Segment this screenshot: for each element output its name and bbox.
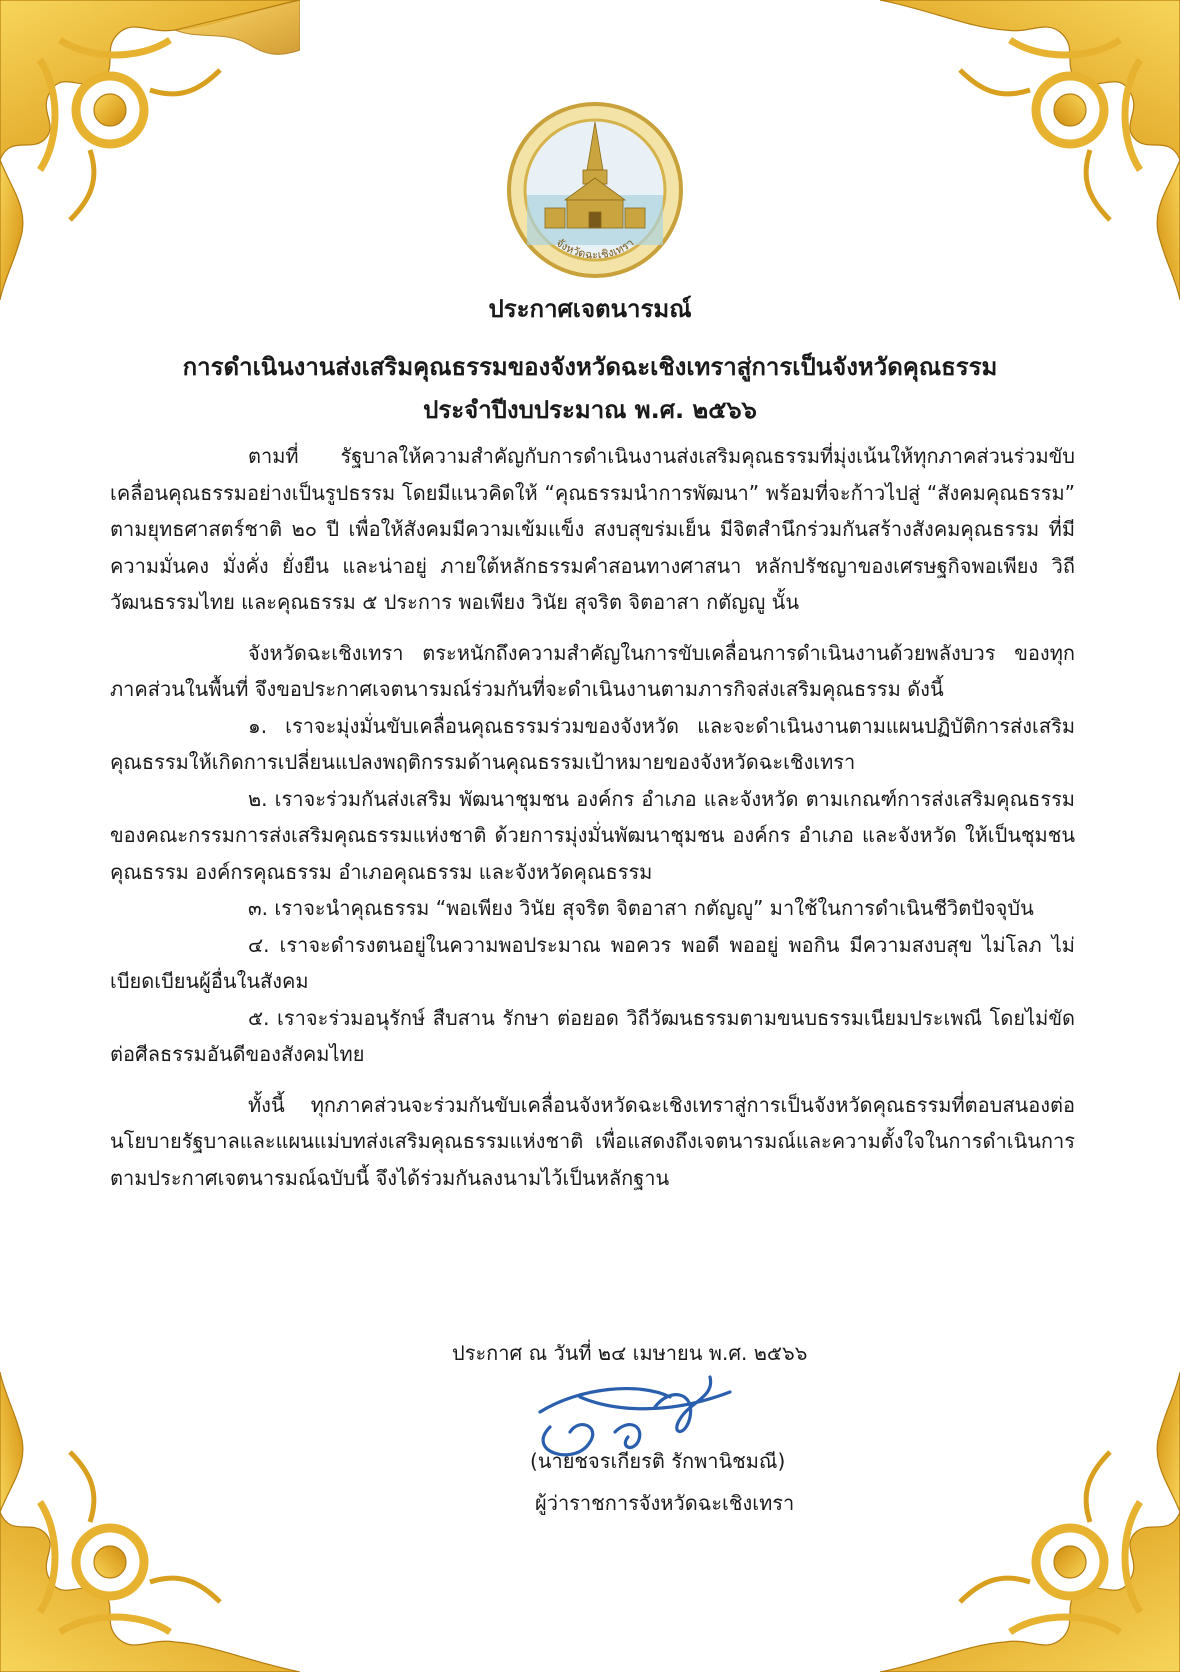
corner-ornament-bottom-left bbox=[0, 1372, 300, 1672]
announcement-title: ประกาศเจตนารมณ์ bbox=[488, 295, 692, 323]
commitment-item-2: ๒. เราจะร่วมกันส่งเสริม พัฒนาชุมชน องค์กร อำเภอ และจังหวัด ตามเกณฑ์การส่งเสริมคุณธรรมของคณะกรรมการส่งเสริมคุณธรรมแห่งชาติ ด้วยการมุ่งมั่นพัฒนาชุมชน องค์กร อำเภอ และจังหวัด ให้เป็นชุมชนคุณธรรม องค์กรคุณธรรม อำเภอคุณธรรม และจังหวัดคุณธรรม bbox=[110, 786, 1075, 884]
commitment-item-1: ๑. เราจะมุ่งมั่นขับเคลื่อนคุณธรรมร่วมของจังหวัด และจะดำเนินงานตามแผนปฏิบัติการส่งเสริมคุณธรรมให้เกิดการเปลี่ยนแปลงพฤติกรรมด้านคุณธรรมเป้าหมายของจังหวัดฉะเชิงเทรา bbox=[110, 713, 1075, 774]
commitment-item-3: ๓. เราจะนำคุณธรรม “พอเพียง วินัย สุจริต จิตอาสา กตัญญู” มาใช้ในการดำเนินชีวิตปัจจุบัน bbox=[248, 896, 1034, 920]
provincial-seal bbox=[505, 100, 685, 280]
announcement-date: ประกาศ ณ วันที่ ๒๔ เมษายน พ.ศ. ๒๕๖๖ bbox=[452, 1341, 808, 1365]
closing-paragraph: ทั้งนี้ ทุกภาคส่วนจะร่วมกันขับเคลื่อนจังหวัดฉะเชิงเทราสู่การเป็นจังหวัดคุณธรรมที่ตอบสนองต่อนโยบายรัฐบาลและแผนแม่บทส่งเสริมคุณธรรมแห่งชาติ เพื่อแสดงถึงเจตนารมณ์และความตั้งใจในการดำเนินการตามประกาศเจตนารมณ์ฉบับนี้ จึงได้ร่วมกันลงนามไว้เป็นหลักฐาน bbox=[110, 1092, 1075, 1190]
signatory-position: ผู้ว่าราชการจังหวัดฉะเชิงเทรา bbox=[535, 1491, 795, 1515]
commitment-item-4: ๔. เราจะดำรงตนอยู่ในความพอประมาณ พอควร พอดี พออยู่ พอกิน มีความสงบสุข ไม่โลภ ไม่เบียดเบียนผู้อื่นในสังคม bbox=[110, 932, 1075, 993]
signatory-name: (นายชจรเกียรติ รักพานิชมณี) bbox=[530, 1449, 786, 1473]
corner-ornament-top-left bbox=[0, 0, 300, 300]
commitment-item-5: ๕. เราจะร่วมอนุรักษ์ สืบสาน รักษา ต่อยอด วิถีวัฒนธรรมตามขนบธรรมเนียมประเพณี โดยไม่ขัดต่อศีลธรรมอันดีของสังคมไทย bbox=[110, 1005, 1075, 1066]
intro-paragraph: ตามที่ รัฐบาลให้ความสำคัญกับการดำเนินงานส่งเสริมคุณธรรมที่มุ่งเน้นให้ทุกภาคส่วนร่วมขับเคลื่อนคุณธรรมอย่างเป็นรูปธรรม โดยมีแนวคิดให้ “คุณธรรมนำการพัฒนา” พร้อมที่จะก้าวไปสู่ “สังคมคุณธรรม” ตามยุทธศาสตร์ชาติ ๒๐ ปี เพื่อให้สังคมมีความเข้มแข็ง สงบสุขร่มเย็น มีจิตสำนึกร่วมกันสร้างสังคมคุณธรรม ที่มีความมั่นคง มั่งคั่ง ยั่งยืน และน่าอยู่ ภายใต้หลักธรรมคำสอนทางศาสนา หลักปรัชญาของเศรษฐกิจพอเพียง วิถีวัฒนธรรมไทย และคุณธรรม ๕ ประการ พอเพียง วินัย สุจริต จิตอาสา กตัญญู นั้น bbox=[110, 444, 1075, 614]
corner-ornament-bottom-right bbox=[880, 1372, 1180, 1672]
document-body bbox=[110, 438, 1075, 1196]
seal-text: จังหวัดฉะเชิงเทรา bbox=[553, 236, 637, 262]
fiscal-year-line: ประจำปีงบประมาณ พ.ศ. ๒๕๖๖ bbox=[423, 396, 757, 424]
corner-ornament-top-right bbox=[880, 0, 1180, 300]
commitment-intro-paragraph: จังหวัดฉะเชิงเทรา ตระหนักถึงความสำคัญในการขับเคลื่อนการดำเนินงานด้วยพลังบวร ของทุกภาคส่วนในพื้นที่ จึงขอประกาศเจตนารมณ์ร่วมกันที่จะดำเนินงานตามภารกิจส่งเสริมคุณธรรม ดังนี้ bbox=[110, 640, 1075, 701]
announcement-subject: การดำเนินงานส่งเสริมคุณธรรมของจังหวัดฉะเชิงเทราสู่การเป็นจังหวัดคุณธรรม bbox=[182, 353, 998, 381]
